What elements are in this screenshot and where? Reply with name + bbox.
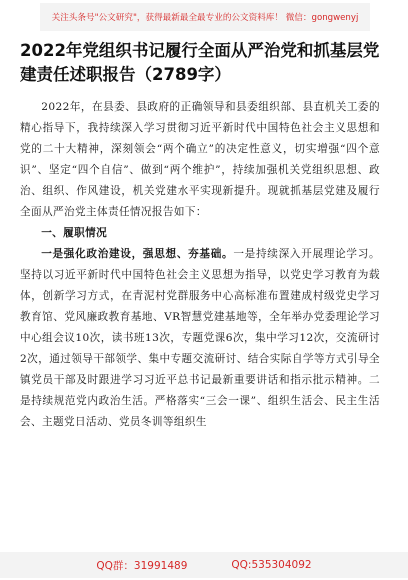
paragraph-text: 一是持续深入开展理论学习。坚持以习近平新时代中国特色社会主义思想为指导，以党史学习教育为载体，创新学习方式，在青泥村党群服务中心高标准布置建成村级党史学习教育馆、党风廉政教育基地、VR智慧党建基地等，全年举办党委理论学习中心组会议10次，读书班13次，专题党课6次，集中学习12次，交流研讨2次，通过领导干部领学、集中专题交流研讨、结合实际自学等方式引导全镇党员干部及时跟进学习习近平总书记最新重要讲话和指示批示精神。二是持续规范党内政治生活。严格落实“三会一课”、组织生活会、民主生活会、主题党日活动、党员冬训等组织生	[20, 248, 380, 428]
body-paragraph	[20, 244, 380, 433]
header-banner	[40, 3, 370, 31]
footer-qq: QQ:535304092	[231, 559, 312, 571]
paragraph-lead: 一是强化政治建设，强思想、夯基础。	[41, 248, 234, 260]
intro-paragraph: 2022年，在县委、县政府的正确领导和县委组织部、县直机关工委的精心指导下，我持续深入学习贯彻习近平新时代中国特色社会主义思想和党的二十大精神，深刻领会“两个确立”的决定性意义，切实增强“四个意识”、坚定“四个自信”、做到“两个维护”，持续加强机关党组织思想、政治、组织、作风建设，机关党建水平实现新提升。现就抓基层党建及履行全面从严治党主体责任情况报告如下：	[20, 101, 380, 218]
section-heading: 一、履职情况	[41, 227, 108, 239]
footer-qq-group: QQ群：31991489	[96, 559, 188, 572]
document-title: 2022年党组织书记履行全面从严治党和抓基层党建责任述职报告（2789字）	[20, 41, 380, 84]
footer-banner	[0, 552, 408, 578]
document-body	[20, 97, 380, 433]
header-banner-text: 关注头条号"公文研究"，获得最新最全最专业的公文资料库！ 微信：gongwenyj	[51, 13, 359, 23]
